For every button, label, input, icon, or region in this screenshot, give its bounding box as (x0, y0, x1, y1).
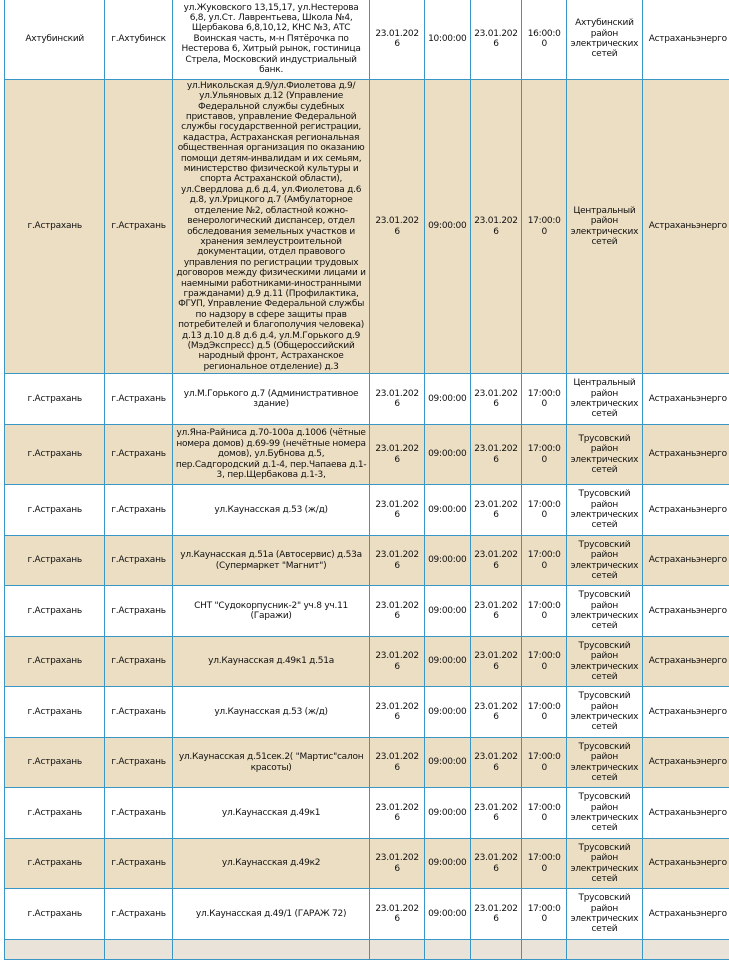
table-row-partial (5, 940, 729, 960)
district-cell: г.Астрахань (5, 536, 105, 586)
end-date-cell: 23.01.2026 (470, 637, 521, 687)
start-time-cell: 09:00:00 (424, 889, 470, 940)
organization-cell: Астраханьэнерго (642, 889, 729, 940)
end-date-cell: 23.01.2026 (470, 536, 521, 586)
district-cell: г.Астрахань (5, 586, 105, 637)
district-cell: г.Астрахань (5, 889, 105, 940)
table-row (5, 536, 729, 586)
district-cell: г.Астрахань (5, 738, 105, 788)
empty-cell (105, 940, 172, 960)
district-cell: г.Астрахань (5, 80, 105, 374)
end-date-cell: 23.01.2026 (470, 425, 521, 485)
address-cell: СНТ "Судокорпусник-2" уч.8 уч.11 (Гаражи) (172, 586, 370, 637)
organization-cell: Астраханьэнерго (642, 788, 729, 839)
start-date-cell: 23.01.2026 (370, 536, 424, 586)
table-row (5, 738, 729, 788)
end-date-cell: 23.01.2026 (470, 738, 521, 788)
settlement-cell: г.Астрахань (105, 738, 172, 788)
power-outage-table (4, 0, 729, 960)
power-grid-district-cell: Трусовский район электрических сетей (567, 425, 642, 485)
end-date-cell: 23.01.2026 (470, 839, 521, 889)
end-date-cell: 23.01.2026 (470, 0, 521, 80)
end-time-cell: 17:00:00 (522, 374, 567, 425)
start-time-cell: 09:00:00 (424, 586, 470, 637)
settlement-cell: г.Астрахань (105, 586, 172, 637)
end-time-cell: 17:00:00 (522, 536, 567, 586)
end-time-cell: 16:00:00 (522, 0, 567, 80)
district-cell: г.Астрахань (5, 374, 105, 425)
end-date-cell: 23.01.2026 (470, 889, 521, 940)
settlement-cell: г.Астрахань (105, 637, 172, 687)
power-grid-district-cell: Трусовский район электрических сетей (567, 788, 642, 839)
organization-cell: Астраханьэнерго (642, 839, 729, 889)
table-row (5, 485, 729, 536)
empty-cell (470, 940, 521, 960)
organization-cell: Астраханьэнерго (642, 637, 729, 687)
start-time-cell: 09:00:00 (424, 374, 470, 425)
table-row (5, 374, 729, 425)
table-row (5, 637, 729, 687)
address-cell: ул.Каунасская д.49к2 (172, 839, 370, 889)
power-grid-district-cell: Трусовский район электрических сетей (567, 889, 642, 940)
address-cell: ул.Никольская д.9/ул.Фиолетова д.9/ ул.Ульяновых д.12 (Управление Федеральной службы судебных приставов, управление Федеральной службы государственной регистрации, кадастра, Астраханская региональная общественная организация по оказанию помощи детям-инвалидам и их семьям, министерство физической культуры и спорта Астраханской области), ул.Свердлова д.6 д.4, ул.Фиолетова д.6 д.8, ул.Урицкого д.7 (Амбулаторное отделение №2, областной кожно-венерологический диспансер, отдел обследования земельных участков и хранения землеустроительной документации, отдел правового управления по регистрации трудовых договоров между физическими лицами и наемными работниками-иностранными гражданами) д.9 д.11 (Профилактика, ФГУП, Управление Федеральной службы по надзору в сфере защиты прав потребителей и благополучия человека) д.13 д.10 д.8 д.6 д.4, ул.М.Горького д.9 (МэдЭкспресс) д.5 (Общероссийский народный фронт, Астраханское региональное отделение) д.3 (172, 80, 370, 374)
table-row (5, 425, 729, 485)
settlement-cell: г.Астрахань (105, 839, 172, 889)
address-cell: ул.Яна-Райниса д.70-100а д.1006 (чётные номера домов) д.69-99 (нечётные номера домов), ул.Бубнова д.5, пер.Садгородский д.1-4, пер.Чапаева д.1-3, пер.Щербакова д.1-3, (172, 425, 370, 485)
start-time-cell: 09:00:00 (424, 80, 470, 374)
district-cell: Ахтубинский (5, 0, 105, 80)
start-time-cell: 09:00:00 (424, 485, 470, 536)
address-cell: ул.Каунасская д.53 (ж/д) (172, 687, 370, 738)
settlement-cell: г.Астрахань (105, 788, 172, 839)
district-cell: г.Астрахань (5, 839, 105, 889)
organization-cell: Астраханьэнерго (642, 374, 729, 425)
end-date-cell: 23.01.2026 (470, 687, 521, 738)
power-grid-district-cell: Центральный район электрических сетей (567, 374, 642, 425)
table-row (5, 586, 729, 637)
start-date-cell: 23.01.2026 (370, 788, 424, 839)
start-date-cell: 23.01.2026 (370, 374, 424, 425)
end-time-cell: 17:00:00 (522, 889, 567, 940)
district-cell: г.Астрахань (5, 637, 105, 687)
address-cell: ул.Каунасская д.49к1 д.51а (172, 637, 370, 687)
power-grid-district-cell: Трусовский район электрических сетей (567, 738, 642, 788)
address-cell: ул.Каунасская д.53 (ж/д) (172, 485, 370, 536)
end-time-cell: 17:00:00 (522, 80, 567, 374)
table-row (5, 0, 729, 80)
start-date-cell: 23.01.2026 (370, 687, 424, 738)
power-grid-district-cell: Трусовский район электрических сетей (567, 637, 642, 687)
empty-cell (370, 940, 424, 960)
end-time-cell: 17:00:00 (522, 425, 567, 485)
end-time-cell: 17:00:00 (522, 637, 567, 687)
district-cell: г.Астрахань (5, 687, 105, 738)
address-cell: ул.Каунасская д.49/1 (ГАРАЖ 72) (172, 889, 370, 940)
address-cell: ул.Каунасская д.49к1 (172, 788, 370, 839)
organization-cell: Астраханьэнерго (642, 0, 729, 80)
start-time-cell: 09:00:00 (424, 425, 470, 485)
settlement-cell: г.Астрахань (105, 687, 172, 738)
empty-cell (172, 940, 370, 960)
organization-cell: Астраханьэнерго (642, 80, 729, 374)
organization-cell: Астраханьэнерго (642, 687, 729, 738)
empty-cell (642, 940, 729, 960)
start-date-cell: 23.01.2026 (370, 889, 424, 940)
settlement-cell: г.Астрахань (105, 374, 172, 425)
start-time-cell: 09:00:00 (424, 738, 470, 788)
power-grid-district-cell: Трусовский район электрических сетей (567, 586, 642, 637)
end-time-cell: 17:00:00 (522, 586, 567, 637)
power-grid-district-cell: Трусовский район электрических сетей (567, 536, 642, 586)
end-time-cell: 17:00:00 (522, 788, 567, 839)
settlement-cell: г.Астрахань (105, 485, 172, 536)
settlement-cell: г.Астрахань (105, 889, 172, 940)
organization-cell: Астраханьэнерго (642, 485, 729, 536)
organization-cell: Астраханьэнерго (642, 586, 729, 637)
table-row (5, 839, 729, 889)
address-cell: ул.Жуковского 13,15,17, ул.Нестерова 6,8, ул.Ст. Лаврентьева, Школа №4, Щербакова 6,8,10,12, КНС №3, АТС Воинская часть, м-н Пятёрочка по Нестерова 6, Хитрый рынок, гостиница Стрела, Московский индустриальный банк. (172, 0, 370, 80)
address-cell: ул.Каунасская д.51сек.2( "Мартис"салон красоты) (172, 738, 370, 788)
table-row (5, 788, 729, 839)
start-time-cell: 10:00:00 (424, 0, 470, 80)
start-date-cell: 23.01.2026 (370, 637, 424, 687)
empty-cell (522, 940, 567, 960)
start-time-cell: 09:00:00 (424, 536, 470, 586)
organization-cell: Астраханьэнерго (642, 425, 729, 485)
end-time-cell: 17:00:00 (522, 687, 567, 738)
end-date-cell: 23.01.2026 (470, 485, 521, 536)
start-date-cell: 23.01.2026 (370, 425, 424, 485)
start-date-cell: 23.01.2026 (370, 485, 424, 536)
table-row (5, 80, 729, 374)
end-date-cell: 23.01.2026 (470, 80, 521, 374)
start-time-cell: 09:00:00 (424, 687, 470, 738)
power-grid-district-cell: Трусовский район электрических сетей (567, 485, 642, 536)
power-grid-district-cell: Центральный район электрических сетей (567, 80, 642, 374)
outage-table-container (4, 0, 729, 960)
start-date-cell: 23.01.2026 (370, 80, 424, 374)
power-grid-district-cell: Трусовский район электрических сетей (567, 839, 642, 889)
district-cell: г.Астрахань (5, 788, 105, 839)
power-grid-district-cell: Трусовский район электрических сетей (567, 687, 642, 738)
empty-cell (567, 940, 642, 960)
power-grid-district-cell: Ахтубинский район электрических сетей (567, 0, 642, 80)
district-cell: г.Астрахань (5, 485, 105, 536)
settlement-cell: г.Астрахань (105, 80, 172, 374)
end-time-cell: 17:00:00 (522, 485, 567, 536)
organization-cell: Астраханьэнерго (642, 738, 729, 788)
end-time-cell: 17:00:00 (522, 738, 567, 788)
table-row (5, 687, 729, 738)
end-date-cell: 23.01.2026 (470, 374, 521, 425)
empty-cell (424, 940, 470, 960)
start-time-cell: 09:00:00 (424, 788, 470, 839)
end-time-cell: 17:00:00 (522, 839, 567, 889)
organization-cell: Астраханьэнерго (642, 536, 729, 586)
start-date-cell: 23.01.2026 (370, 738, 424, 788)
district-cell: г.Астрахань (5, 425, 105, 485)
start-date-cell: 23.01.2026 (370, 0, 424, 80)
empty-cell (5, 940, 105, 960)
start-date-cell: 23.01.2026 (370, 839, 424, 889)
start-time-cell: 09:00:00 (424, 839, 470, 889)
settlement-cell: г.Ахтубинск (105, 0, 172, 80)
address-cell: ул.Каунасская д.51а (Автосервис) д.53а (Супермаркет "Магнит") (172, 536, 370, 586)
table-row (5, 889, 729, 940)
address-cell: ул.М.Горького д.7 (Административное здание) (172, 374, 370, 425)
settlement-cell: г.Астрахань (105, 536, 172, 586)
settlement-cell: г.Астрахань (105, 425, 172, 485)
table-body (5, 0, 729, 960)
end-date-cell: 23.01.2026 (470, 788, 521, 839)
start-time-cell: 09:00:00 (424, 637, 470, 687)
end-date-cell: 23.01.2026 (470, 586, 521, 637)
start-date-cell: 23.01.2026 (370, 586, 424, 637)
